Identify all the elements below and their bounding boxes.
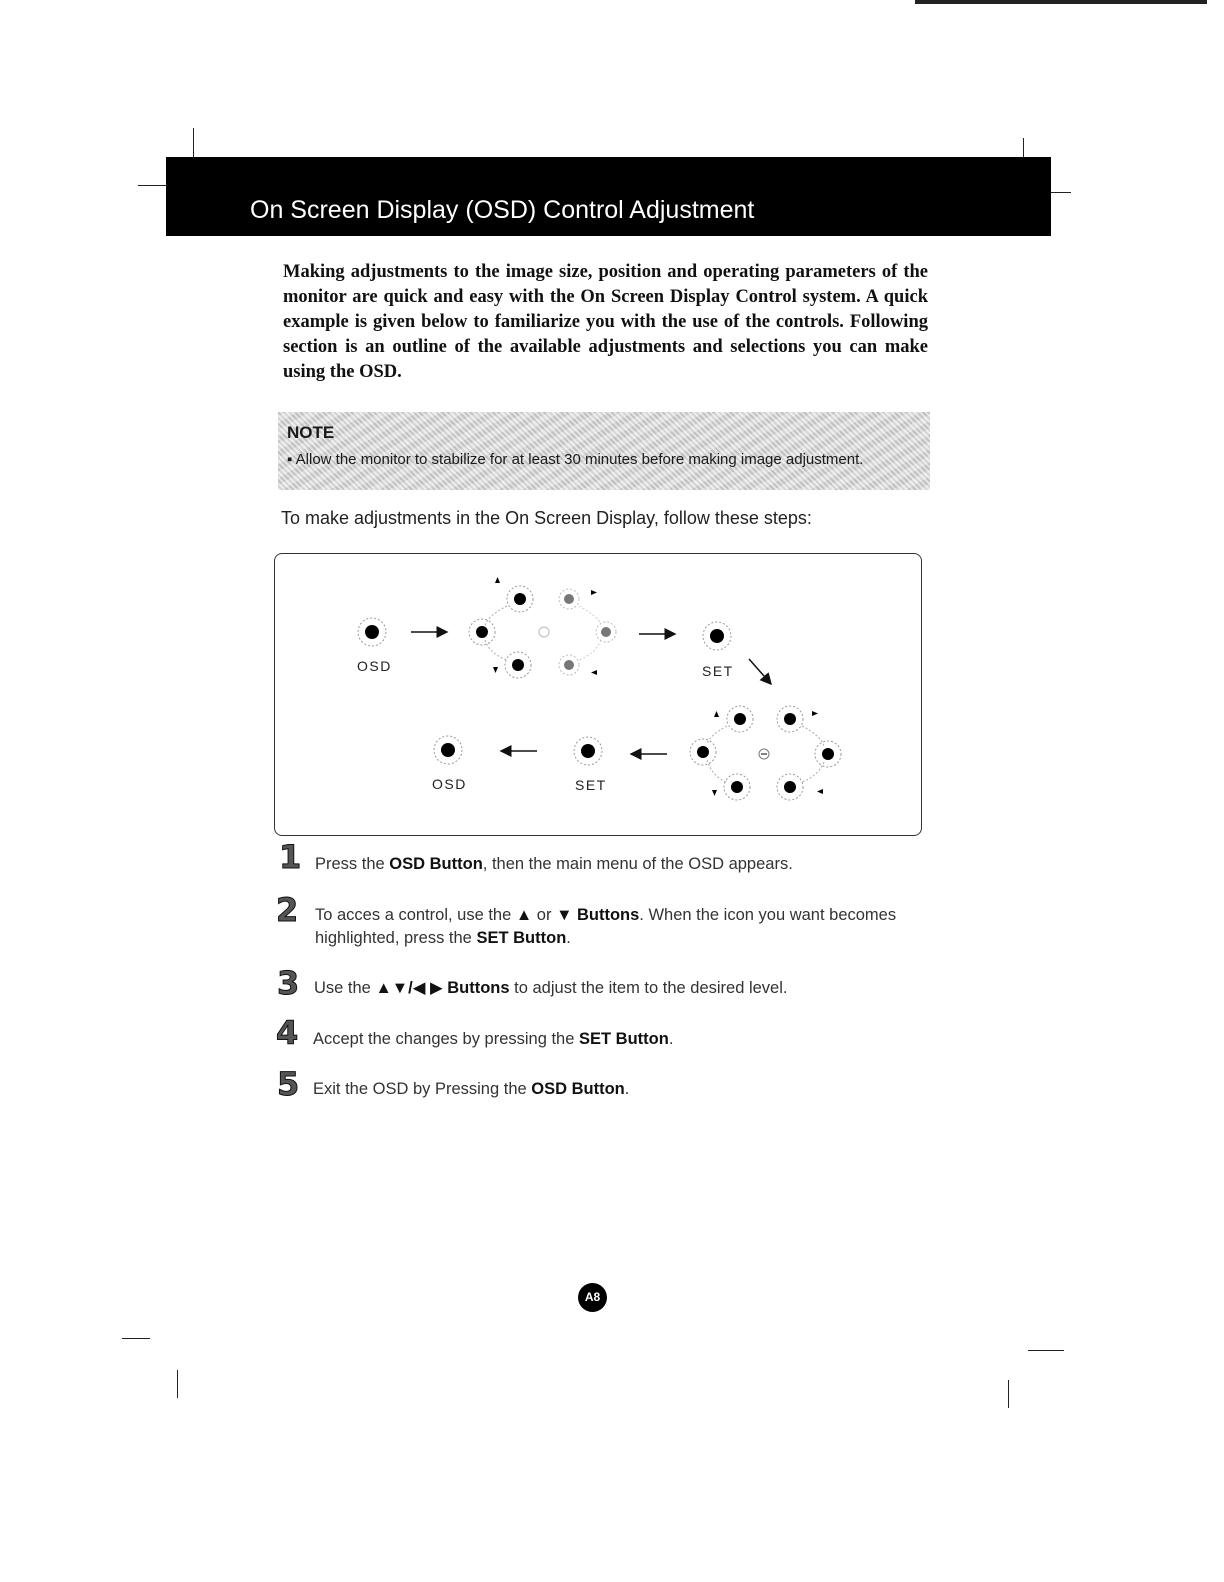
step-3-text: Use the ▲▼/◀ ▶ Buttons to adjust the item to the desired level. xyxy=(314,979,788,997)
top-rule xyxy=(915,0,1207,4)
set-button-icon-lower xyxy=(574,737,602,765)
arrow-down-right xyxy=(749,659,771,684)
crop-mark xyxy=(1028,1350,1064,1351)
intro-paragraph: Making adjustments to the image size, position and operating parameters of the monitor are quick and easy with the On Screen Display Control system. A quick example is given below to familiarize you with the use of the controls. Following section is an outline of the available adjustments and selections you can make using the OSD. xyxy=(283,262,928,382)
osd-button-icon-lower xyxy=(434,736,462,764)
crop-mark xyxy=(1008,1380,1009,1408)
label-osd-top: OSD xyxy=(357,658,392,674)
step-2-number: 2 xyxy=(276,891,299,929)
step-4-text: Accept the changes by pressing the SET Button. xyxy=(313,1030,674,1048)
step-4-number: 4 xyxy=(276,1014,299,1052)
note-box xyxy=(278,412,930,490)
osd-button-icon xyxy=(358,618,386,646)
label-set-top: SET xyxy=(702,663,734,679)
note-text: ▪ Allow the monitor to stabilize for at least 30 minutes before making image adjustment. xyxy=(287,451,864,468)
label-set-bottom: SET xyxy=(575,777,607,793)
crop-mark xyxy=(122,1338,150,1339)
label-osd-bottom: OSD xyxy=(432,776,467,792)
step-1-text: Press the OSD Button, then the main menu of the OSD appears. xyxy=(315,855,793,873)
step-3-number: 3 xyxy=(277,964,300,1002)
page-title: On Screen Display (OSD) Control Adjustment xyxy=(250,196,755,224)
step-5-text: Exit the OSD by Pressing the OSD Button. xyxy=(313,1080,630,1098)
step-2-text: To acces a control, use the ▲ or ▼ Buttons. When the icon you want becomes highlighted, press the SET Button. xyxy=(315,906,897,947)
step-1-number: 1 xyxy=(279,838,302,876)
step-5-number: 5 xyxy=(277,1065,300,1103)
control-pad-icon-lower xyxy=(690,706,841,800)
crop-mark xyxy=(193,128,194,158)
crop-mark xyxy=(177,1370,178,1398)
crop-mark xyxy=(138,185,166,186)
steps-lead: To make adjustments in the On Screen Display, follow these steps: xyxy=(281,508,812,528)
page-number-badge: A8 xyxy=(578,1283,607,1312)
control-pad-icon xyxy=(469,577,616,678)
osd-diagram-svg xyxy=(275,554,923,837)
osd-diagram xyxy=(274,553,922,836)
crop-mark xyxy=(1051,192,1071,193)
set-button-icon xyxy=(703,622,731,650)
note-title: NOTE xyxy=(287,423,335,442)
